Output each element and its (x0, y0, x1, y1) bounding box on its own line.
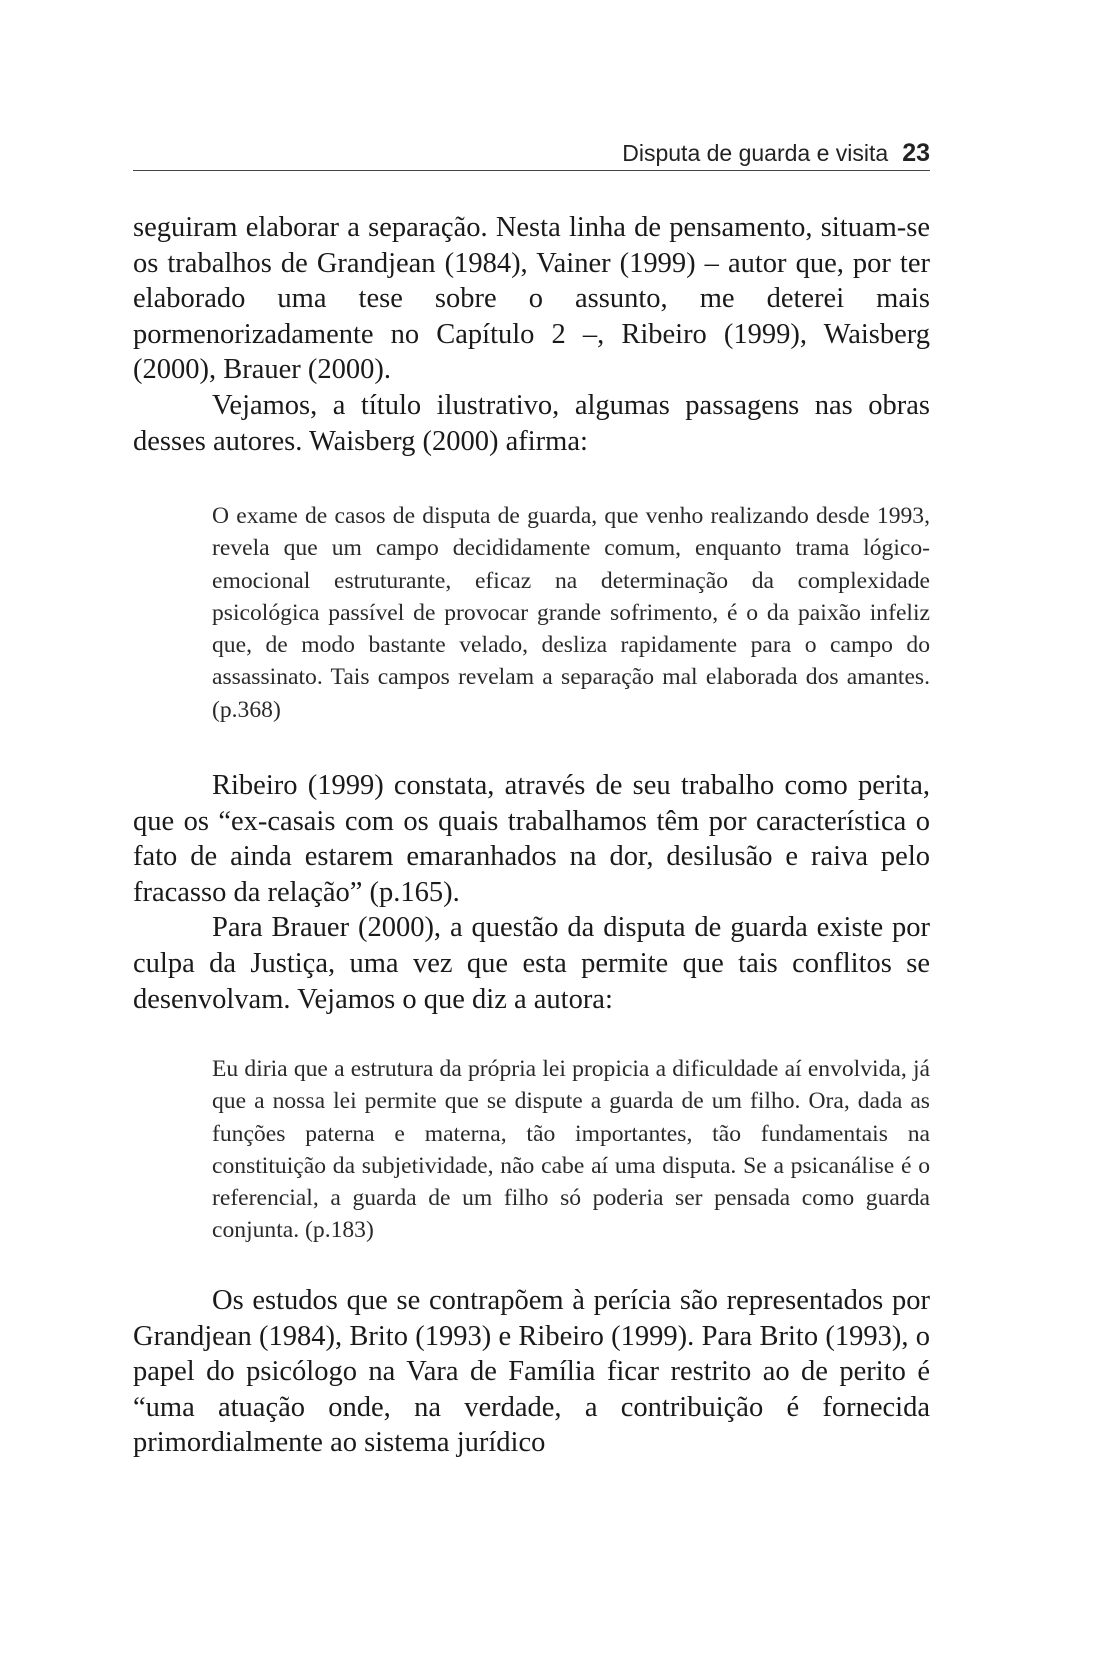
page-number: 23 (902, 139, 930, 167)
block-quote-2-text: Eu diria que a estrutura da própria lei propicia a dificuldade aí envolvida, já que a nossa lei permite que se dispute a guarda de um filho. Ora, dada as funções paterna e materna, tão importantes, tão fundamentais na constituição da subjetividade, não cabe aí uma disputa. Se a psicanálise é o referencial, a guarda de um filho só poderia ser pensada como guarda conjunta. (p.183) (212, 1056, 930, 1244)
paragraph-4: Para Brauer (2000), a questão da disputa de guarda existe por culpa da Justiça, uma vez que esta permite que tais conflitos se desenvolvam. Vejamos o que diz a autora: (133, 912, 930, 1015)
header-rule (133, 170, 930, 171)
text-block-3 (133, 1283, 930, 1461)
text-block-2 (133, 768, 930, 1017)
block-quote-1-text: O exame de casos de disputa de guarda, que venho realizando desde 1993, revela que um campo decididamente comum, enquanto trama lógico-emocional estruturante, eficaz na determinação da complexidade psicológica passível de provocar grande sofrimento, é o da paixão infeliz que, de modo bastante velado, desliza rapidamente para o campo do assassinato. Tais campos revelam a separação mal elaborada dos amantes. (p.368) (212, 503, 930, 723)
paragraph-1: seguiram elaborar a separação. Nesta linha de pensamento, situam-se os trabalhos de Grandjean (1984), Vainer (1999) – autor que, por ter elaborado uma tese sobre o assunto, me deterei mais pormenorizadamente no Capítulo 2 –, Ribeiro (1999), Waisberg (2000), Brauer (2000). (133, 212, 930, 386)
block-quote-2 (212, 1053, 930, 1247)
running-title: Disputa de guarda e visita (622, 140, 889, 166)
running-head (133, 138, 930, 168)
text-block-1 (133, 210, 930, 459)
block-quote-1 (212, 500, 930, 726)
paragraph-5: Os estudos que se contrapõem à perícia são representados por Grandjean (1984), Brito (1993) e Ribeiro (1999). Para Brito (1993), o papel do psicólogo na Vara de Família ficar restrito ao de perito é “uma atuação onde, na verdade, a contribuição é fornecida primordialmente ao sistema jurídico (133, 1285, 930, 1459)
paragraph-2: Vejamos, a título ilustrativo, algumas passagens nas obras desses autores. Waisberg (2000) afirma: (133, 389, 930, 457)
paragraph-3: Ribeiro (1999) constata, através de seu trabalho como perita, que os “ex-casais com os quais trabalhamos têm por característica o fato de ainda estarem emaranhados na dor, desilusão e raiva pelo fracasso da relação” (p.165). (133, 770, 930, 908)
